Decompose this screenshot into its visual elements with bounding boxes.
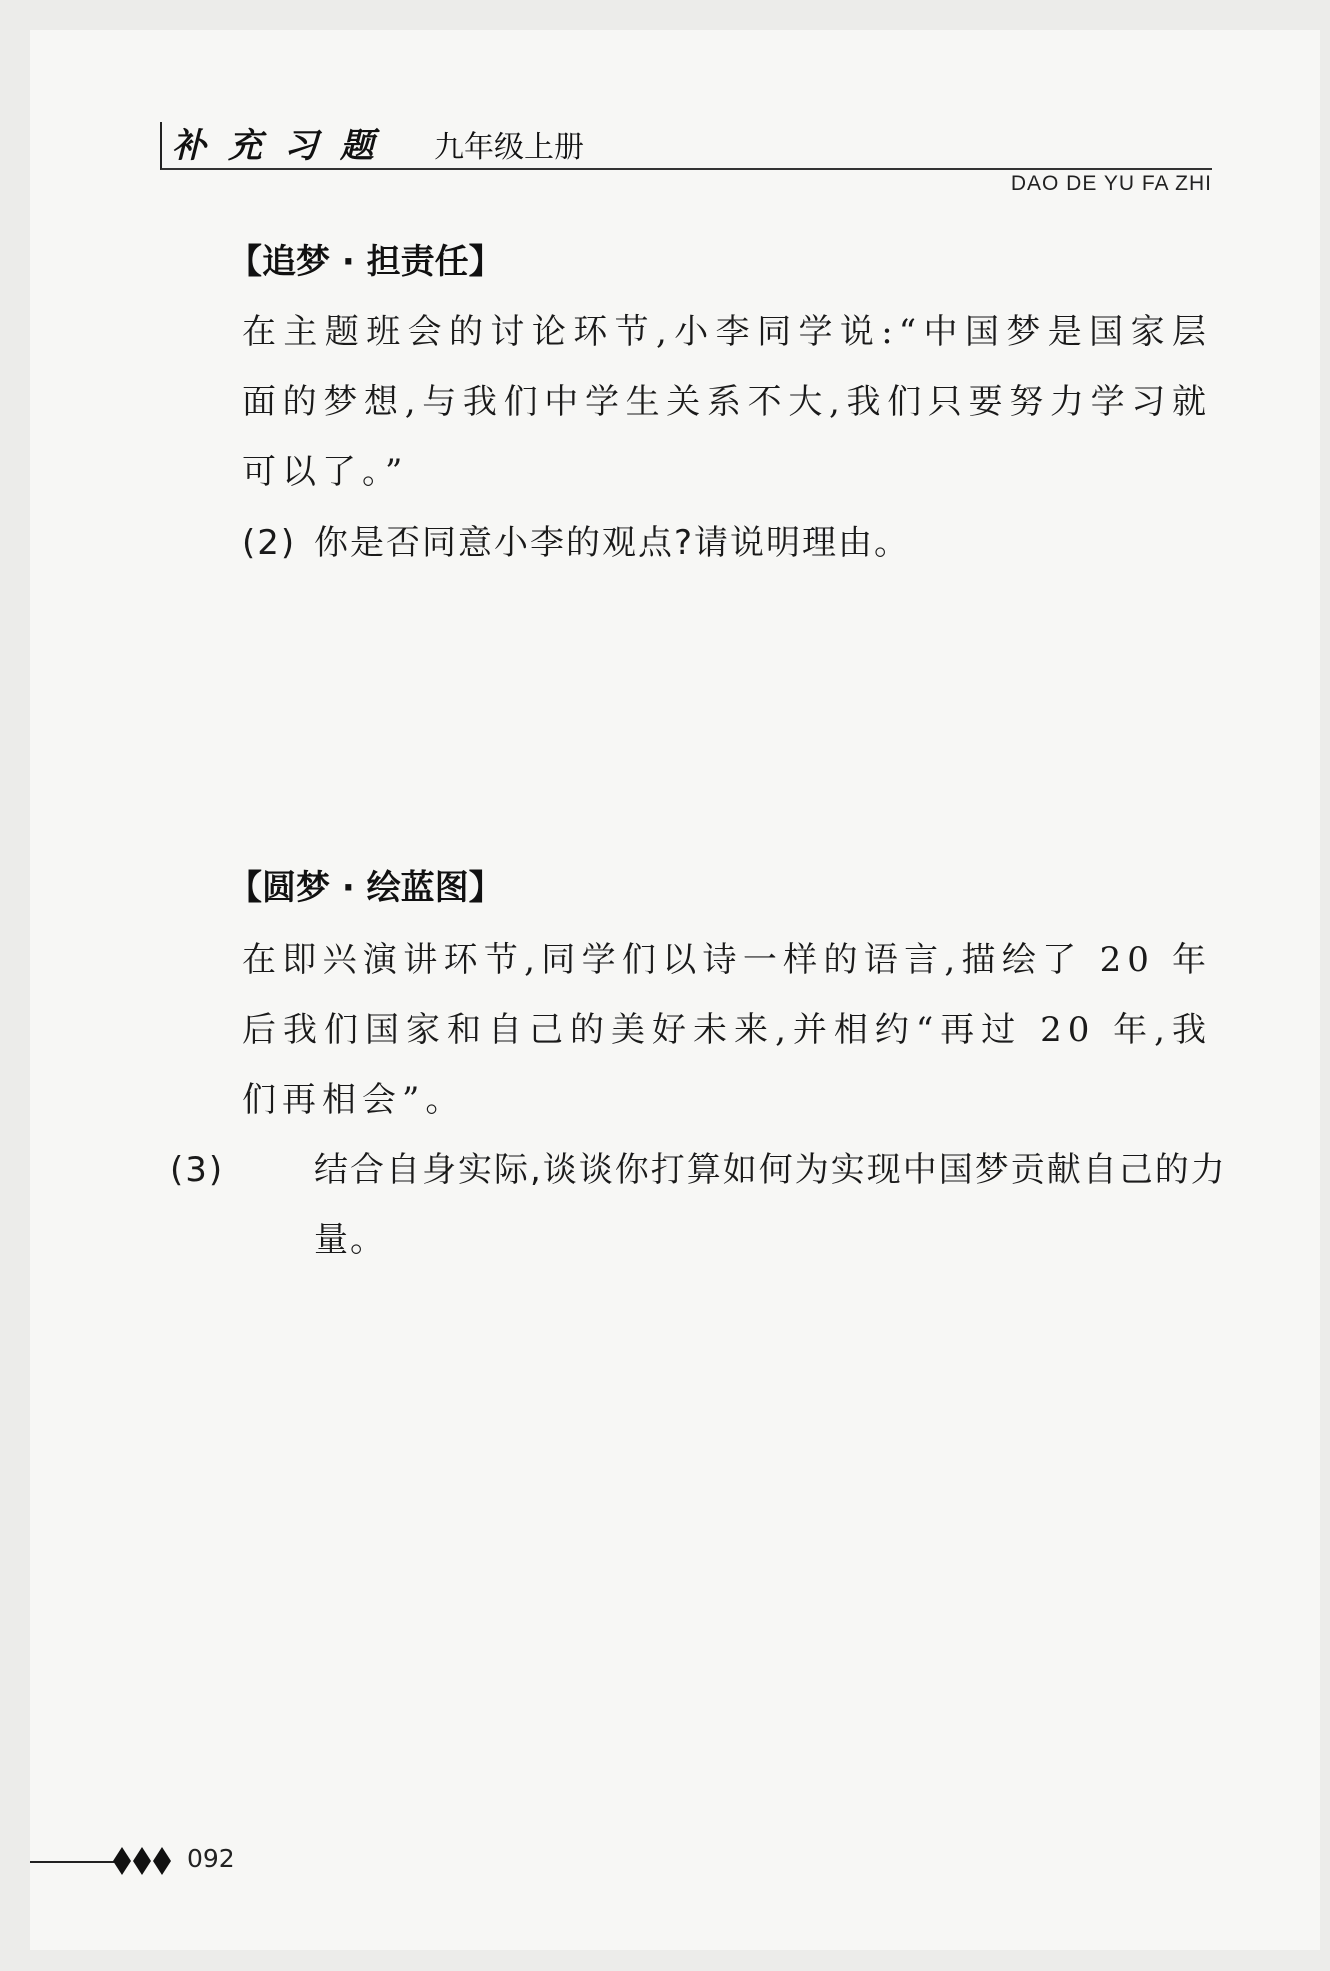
section-title-2: 【圆梦 · 绘蓝图】 bbox=[228, 868, 503, 908]
page-header bbox=[160, 122, 1212, 170]
question-number: (2) bbox=[242, 523, 297, 563]
subject-pinyin: DAO DE YU FA ZHI bbox=[1010, 172, 1212, 195]
page-number: 092 bbox=[187, 1844, 235, 1873]
diamond-ornament-icon bbox=[112, 1842, 172, 1880]
section-paragraph-2: 在即兴演讲环节,同学们以诗一样的语言,描绘了 20 年后我们国家和自己的美好未来,并相约“再过 20 年,我们再相会”。 bbox=[242, 940, 1212, 1120]
question-number: (3) bbox=[170, 1150, 225, 1190]
question-3 bbox=[170, 1135, 1284, 1275]
section-paragraph-1: 在主题班会的讨论环节,小李同学说:“中国梦是国家层面的梦想,与我们中学生关系不大,我们只要努力学习就可以了。” bbox=[242, 312, 1212, 492]
section-title-1: 【追梦 · 担责任】 bbox=[228, 242, 503, 282]
grade-label: 九年级上册 bbox=[434, 130, 584, 165]
question-text: 你是否同意小李的观点?请说明理由。 bbox=[314, 523, 911, 563]
question-2 bbox=[242, 508, 1212, 578]
question-text: 结合自身实际,谈谈你打算如何为实现中国梦贡献自己的力量。 bbox=[314, 1150, 1227, 1260]
book-series-logo: 补充习题 bbox=[172, 126, 396, 166]
footer-rule bbox=[30, 1861, 115, 1863]
